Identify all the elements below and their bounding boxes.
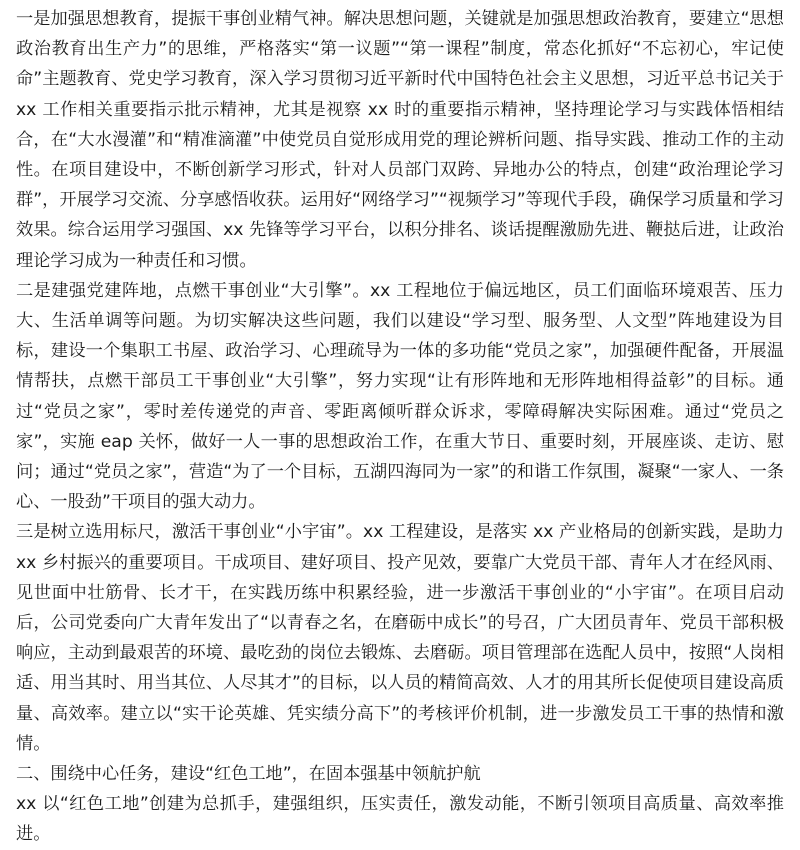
paragraph-party-building-position: 二是建强党建阵地，点燃干事创业“大引擎”。xx 工程地位于偏远地区，员工们面临环境艰苦、压力大、生活单调等问题。为切实解决这些问题，我们以建设“学习型、服务型、人文型”阵地建设为目标，建设一个集职工书屋、政治学习、心理疏导为一体的多功能“党员之家”，加强硬件配备，开展温情帮扶，点燃干部员工干事创业“大引擎”，努力实现“让有形阵地和无形阵地相得益彰”的目标。通过“党员之家”，零时差传递党的声音、零距离倾听群众诉求，零障碍解决实际困难。通过“党员之家”，实施 eap 关怀，做好一人一事的思想政治工作，在重大节日、重要时刻，开展座谈、走访、慰问；通过“党员之家”，营造“为了一个目标，五湖四海同为一家”的和谐工作氛围，凝聚“一家人、一条心、一股劲”干项目的强大动力。 bbox=[16, 280, 784, 513]
section-heading: 二、围绕中心任务，建设“红色工地”，在固本强基中领航护航 bbox=[16, 764, 481, 785]
paragraph-strengthen-ideological-education: 一是加强思想教育，提振干事创业精气神。解决思想问题，关键就是加强思想政治教育，要建立“思想政治教育出生产力”的思维，严格落实“第一议题”“第一课程”制度，常态化抓好“不忘初心，牢记使命”主题教育、党史学习教育，深入学习贯彻习近平新时代中国特色社会主义思想，习近平总书记关于 xx 工作相关重要指示批示精神，尤其是视察 xx 时的重要指示精神，坚持理论学习与实践体悟相结合，在“大水漫灌”和“精准滴灌”中使党员自觉形成用党的理论辨析问题、指导实践、推动工作的主动性。在项目建设中，不断创新学习形式，针对人员部门双跨、异地办公的特点，创建“政治理论学习群”，开展学习交流、分享感悟收获。运用好“网络学习”“视频学习”等现代手段，确保学习质量和学习效果。综合运用学习强国、xx 先锋等学习平台，以积分排名、谈话提醒激励先进、鞭挞后进，让政治理论学习成为一种责任和习惯。 bbox=[16, 9, 784, 271]
paragraph-selection-standards: 三是树立选用标尺，激活干事创业“小宇宙”。xx 工程建设，是落实 xx 产业格局的创新实践，是助力 xx 乡村振兴的重要项目。干成项目、建好项目、投产见效，要靠广大党员干部、青年人才在经风雨、见世面中壮筋骨、长才干，在实践历练中积累经验，进一步激活干事创业的“小宇宙”。在项目启动后，公司党委向广大青年发出了“以青春之名，在磨砺中成长”的号召，广大团员青年、党员干部积极响应，主动到最艰苦的环境、最吃劲的岗位去锻炼、去磨砺。项目管理部在选配人员中，按照“人岗相适、用当其时、用当其位、人尽其才”的目标，以人员的精简高效、人才的用其所长促使项目建设高质量、高效率。建立以“实干论英雄、凭实绩分高下”的考核评价机制，进一步激发员工干事的热情和激情。 bbox=[16, 522, 784, 754]
paragraph-red-worksite: xx 以“红色工地”创建为总抓手，建强组织，压实责任，激发动能，不断引领项目高质量、高效率推进。 bbox=[16, 794, 784, 845]
